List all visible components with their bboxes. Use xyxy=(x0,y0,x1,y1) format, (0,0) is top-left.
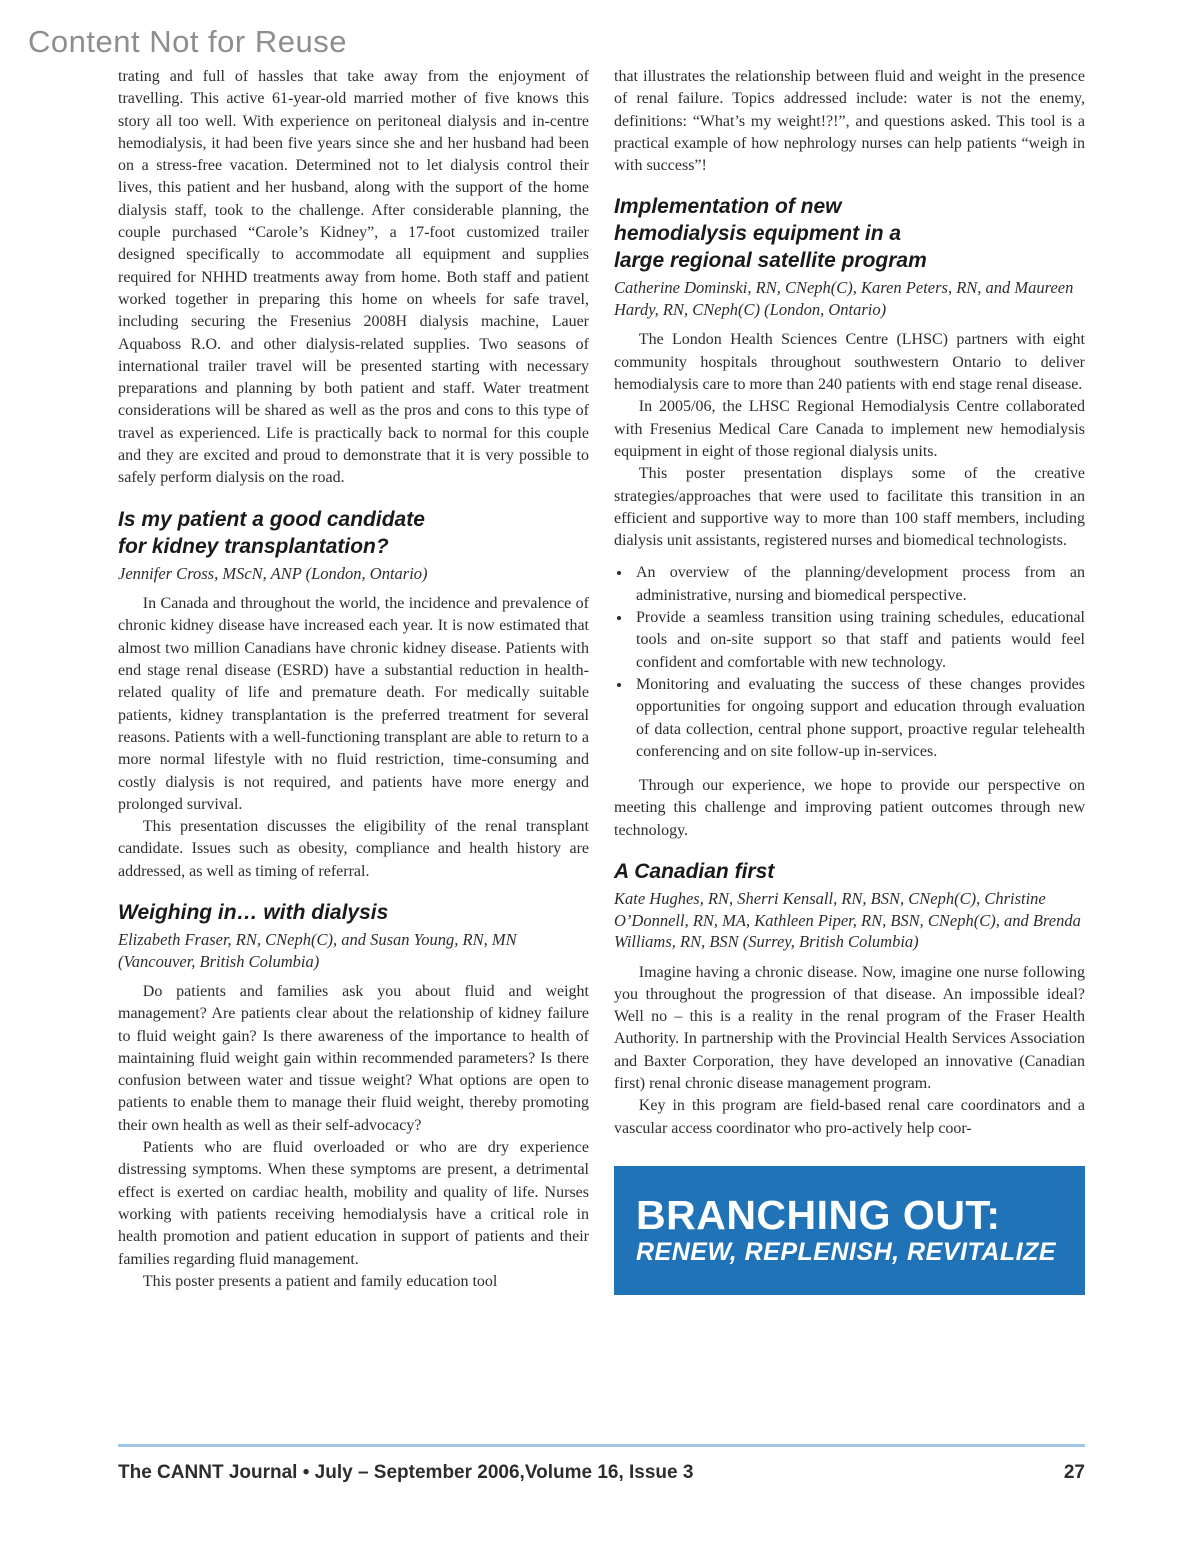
banner-subtitle: RENEW, REPLENISH, REVITALIZE xyxy=(636,1238,1057,1267)
abstract-paragraph: The London Health Sciences Centre (LHSC) partners with eight community hospitals throughout southwestern Ontario to deliver hemodialysis care to more than 240 patients with end stage renal disease. xyxy=(614,331,1085,394)
watermark: Content Not for Reuse xyxy=(28,24,347,59)
author-line: Kate Hughes, RN, Sherri Kensall, RN, BSN, CNeph(C), Christine O’Donnell, RN, MA, Kathleen Piper, RN, BSN, CNeph(C), and Brenda Williams, RN, BSN (Surrey, British Columbia) xyxy=(614,889,1081,952)
author-line: Jennifer Cross, MScN, ANP (London, Ontario) xyxy=(118,563,428,583)
section-heading xyxy=(118,506,589,560)
bullet-list xyxy=(614,562,1085,763)
section-heading xyxy=(614,193,1085,274)
footer-journal-line: The CANNT Journal • July – September 2006,Volume 16, Issue 3 xyxy=(118,1462,694,1483)
abstract-paragraph: Patients who are fluid overloaded or who are dry experience distressing symptoms. When these symptoms are present, a detrimental effect is exerted on cardiac health, mobility and quality of life. Nurses working with patients receiving hemodialysis have a critical role in health promotion and patient education in support of patients and their families regarding fluid management. xyxy=(118,1139,589,1268)
heading-line: Weighing in… with dialysis xyxy=(118,901,389,924)
bullet-item: • Provide a seamless transition using training schedules, educational tools and on-site support so that staff and patients would feel confident and comfortable with new technology. xyxy=(632,607,1085,674)
abstract-paragraph: Do patients and families ask you about fluid and weight management? Are patients clear about the relationship of kidney failure to fluid weight gain? Is there awareness of the importance to health of maintaining fluid weight gain within recommended parameters? Is there confusion between water and tissue weight? What options are open to patients to enable them to manage their fluid weight, thereby promoting their own health as well as their self-advocacy? xyxy=(118,983,589,1134)
bullet-item: • An overview of the planning/development process from an administrative, nursing and biomedical perspective. xyxy=(632,562,1085,607)
footer-rule xyxy=(118,1444,1085,1447)
section-heading xyxy=(614,858,1085,885)
heading-line: for kidney transplantation? xyxy=(118,534,389,558)
abstract-paragraph: This poster presentation displays some of the creative strategies/approaches that were used to facilitate this transition in an efficient and supportive way to more than 100 staff members, including dialysis unit assistants, registered nurses and biomedical technologists. xyxy=(614,465,1085,550)
abstract-paragraph: Imagine having a chronic disease. Now, imagine one nurse following you throughout the progression of that disease. An impossible ideal? Well no – this is a reality in the renal program of the Fraser Health Authority. In partnership with the Provincial Health Services Association and Baxter Corporation, they have developed an innovative (Canadian first) renal chronic disease management program. xyxy=(614,963,1085,1092)
abstract-paragraph: that illustrates the relationship between fluid and weight in the presence of renal failure. Topics addressed include: water is not the enemy, definitions: “What’s my weight!?!”, and questions asked. This tool is a practical example of how nephrology nurses can help patients “weigh in with success”! xyxy=(614,68,1085,175)
author-line: Elizabeth Fraser, RN, CNeph(C), and Susan Young, RN, MN (Vancouver, British Columbia) xyxy=(118,930,517,971)
right-column xyxy=(614,66,1085,1295)
abstract-paragraph: Through our experience, we hope to provide our perspective on meeting this challenge and improving patient outcomes through new technology. xyxy=(614,777,1085,839)
author-line: Catherine Dominski, RN, CNeph(C), Karen Peters, RN, and Maureen Hardy, RN, CNeph(C) (London, Ontario) xyxy=(614,278,1074,319)
heading-line: large regional satellite program xyxy=(614,249,927,273)
banner-title: BRANCHING OUT: xyxy=(636,1192,1001,1239)
heading-line: Is my patient a good candidate xyxy=(118,507,425,531)
bullet-item: • Monitoring and evaluating the success of these changes provides opportunities for ongoing support and education through evaluation of data collection, central phone support, proactive regular telehealth conferencing and on site follow-up in-services. xyxy=(632,674,1085,763)
abstract-paragraph: In Canada and throughout the world, the incidence and prevalence of chronic kidney disease have increased each year. It is now estimated that almost two million Canadians have chronic kidney disease. Patients with end stage renal disease (ESRD) have a substantial reduction in health-related quality of life and premature death. For medically suitable patients, kidney transplantation is the preferred treatment for several reasons. Patients with a well-functioning transplant are able to return to a more normal lifestyle with no fluid restriction, time-consuming and costly dialysis is not required, and patients have more energy and prolonged survival. xyxy=(118,595,589,813)
page-footer xyxy=(118,1460,1085,1486)
heading-line: A Canadian first xyxy=(614,860,775,884)
abstract-paragraph: This poster presents a patient and family education tool xyxy=(142,1272,498,1290)
abstract-paragraph: This presentation discusses the eligibility of the renal transplant candidate. Issues such as obesity, compliance and health history are addressed, as well as timing of referral. xyxy=(118,818,589,880)
page-number: 27 xyxy=(1063,1462,1085,1483)
heading-line: Implementation of new xyxy=(614,195,842,219)
abstract-paragraph: trating and full of hassles that take away from the enjoyment of travelling. This active 61-year-old married mother of five knows this story all too well. With experience on peritoneal dialysis and in-centre hemodialysis, it had been five years since she and her husband had been on a stress-free vacation. Determined not to let dialysis control their lives, this patient and her husband, along with the support of the home dialysis staff, took to the challenge. After considerable planning, the couple purchased “Carole’s Kidney”, a 17-foot customized trailer designed specifically to accommodate all equipment and supplies required for NHHD treatments away from home. Both staff and patient worked together in preparing this home on wheels for safe travel, including securing the Fresenius 2008H dialysis machine, Lauer Aquaboss R.O. and other dialysis-related supplies. Two seasons of international trailer travel will be presented starting with necessary preparations and planning by both patient and staff. Water treatment considerations will be shared as well as the pros and cons to this type of travel as experienced. Life is practically back to normal for this couple and they are excited and proud to demonstrate that it is very possible to safely perform dialysis on the road. xyxy=(118,68,589,487)
page-content xyxy=(118,66,1085,1295)
left-column xyxy=(118,66,589,1295)
promo-banner xyxy=(614,1166,1085,1295)
abstract-paragraph: In 2005/06, the LHSC Regional Hemodialysis Centre collaborated with Fresenius Medical Care Canada to implement new hemodialysis equipment in eight of those regional dialysis units. xyxy=(614,398,1085,460)
abstract-paragraph: Key in this program are field-based renal care coordinators and a vascular access coordinator who pro-actively help coor- xyxy=(614,1097,1085,1137)
section-heading xyxy=(118,899,589,926)
heading-line: hemodialysis equipment in a xyxy=(614,222,902,246)
